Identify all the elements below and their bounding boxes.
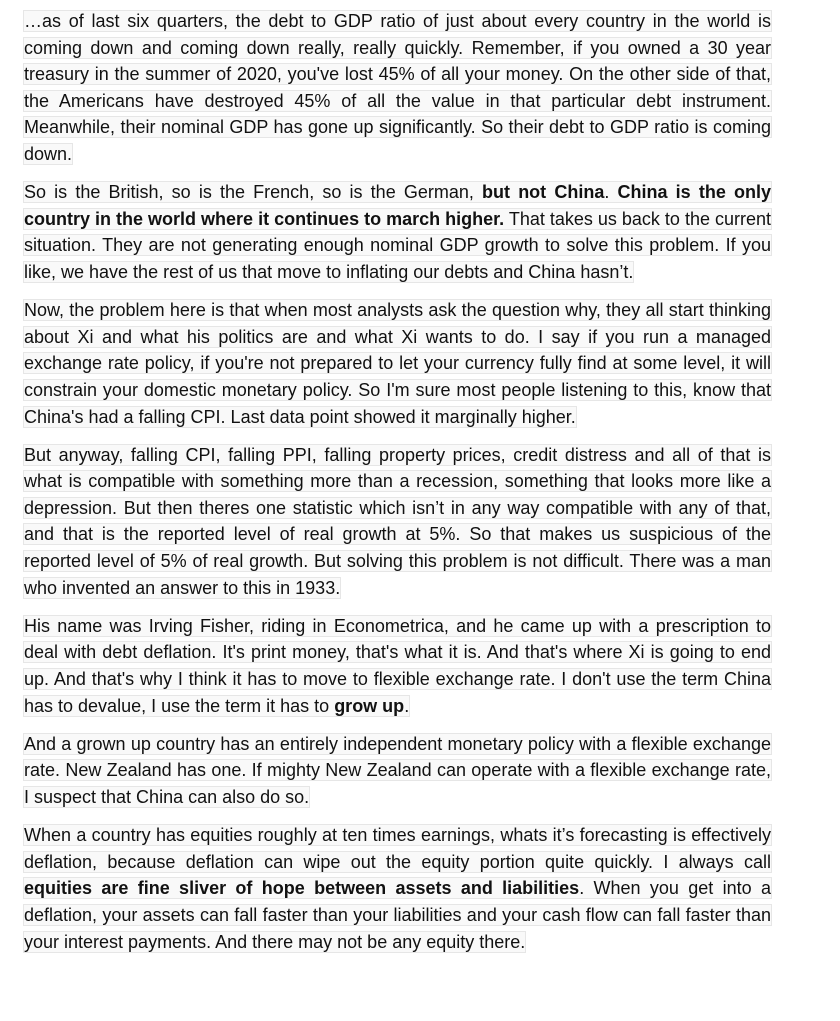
text-segment: .	[404, 695, 410, 716]
text-segment: That takes us back to the current situation. They are not generating enough nominal GDP growth to solve this problem. If you like, we have the rest of us that move to inflating our debts and China hasn’t.	[24, 208, 772, 282]
paragraph-7	[24, 822, 771, 955]
paragraph-2	[24, 179, 771, 285]
paragraph-4	[24, 442, 771, 602]
text-segment: His name was Irving Fisher, riding in Econometrica, and he came up with a prescription to deal with debt deflation. It's print money, that's what it is. And that's where Xi is going to end up. And that's why I think it has to move to flexible exchange rate. I don't use the term China has to devalue, I use the term it has to	[24, 615, 771, 716]
text-segment: .	[604, 182, 618, 203]
bold-text-segment: grow up	[334, 695, 405, 716]
text-segment: And a grown up country has an entirely independent monetary policy with a flexible exchange rate. New Zealand has one. If mighty New Zealand can operate with a flexible exchange rate, I suspect that China can also do so.	[24, 733, 771, 807]
text-segment: . When you get into a deflation, your assets can fall faster than your liabilities and your cash flow can fall faster than your interest payments. And there may not be any equity there.	[24, 878, 771, 952]
text-segment: Now, the problem here is that when most analysts ask the question why, they all start thinking about Xi and what his politics are and what Xi wants to do. I say if you run a managed exchange rate policy, if you're not prepared to let your currency fully find at some level, it will constrain your domestic monetary policy. So I'm sure most people listening to this, know that China's had a falling CPI. Last data point showed it marginally higher.	[24, 300, 771, 427]
paragraph-3	[24, 297, 771, 430]
text-segment: …as of last six quarters, the debt to GDP ratio of just about every country in the world is coming down and coming down really, really quickly. Remember, if you owned a 30 year treasury in the summer of 2020, you've lost 45% of all your money. On the other side of that, the Americans have destroyed 45% of all the value in that particular debt instrument. Meanwhile, their nominal GDP has gone up significantly. So their debt to GDP ratio is coming down.	[24, 11, 771, 164]
bold-text-segment: equities are fine sliver of hope between assets and liabilities	[24, 878, 580, 899]
bold-text-segment: China is the only country in the world where it continues to march higher.	[24, 182, 771, 229]
bold-text-segment: but not China	[482, 182, 605, 203]
text-segment: When a country has equities roughly at ten times earnings, whats it’s forecasting is effectively deflation, because deflation can wipe out the equity portion quite quickly. I always call	[24, 825, 771, 872]
paragraph-1	[24, 8, 771, 168]
text-segment: But anyway, falling CPI, falling PPI, falling property prices, credit distress and all of that is what is compatible with something more than a recession, something that looks more like a depression. But then theres one statistic which isn’t in any way compatible with any of that, and that is the reported level of real growth at 5%. So that makes us suspicious of the reported level of 5% of real growth. But solving this problem is not difficult. There was a man who invented an answer to this in 1933.	[24, 444, 771, 598]
paragraph-6	[24, 731, 771, 811]
paragraph-5	[24, 613, 771, 719]
document-body	[24, 8, 771, 967]
text-segment: So is the British, so is the French, so is the German,	[24, 182, 483, 203]
